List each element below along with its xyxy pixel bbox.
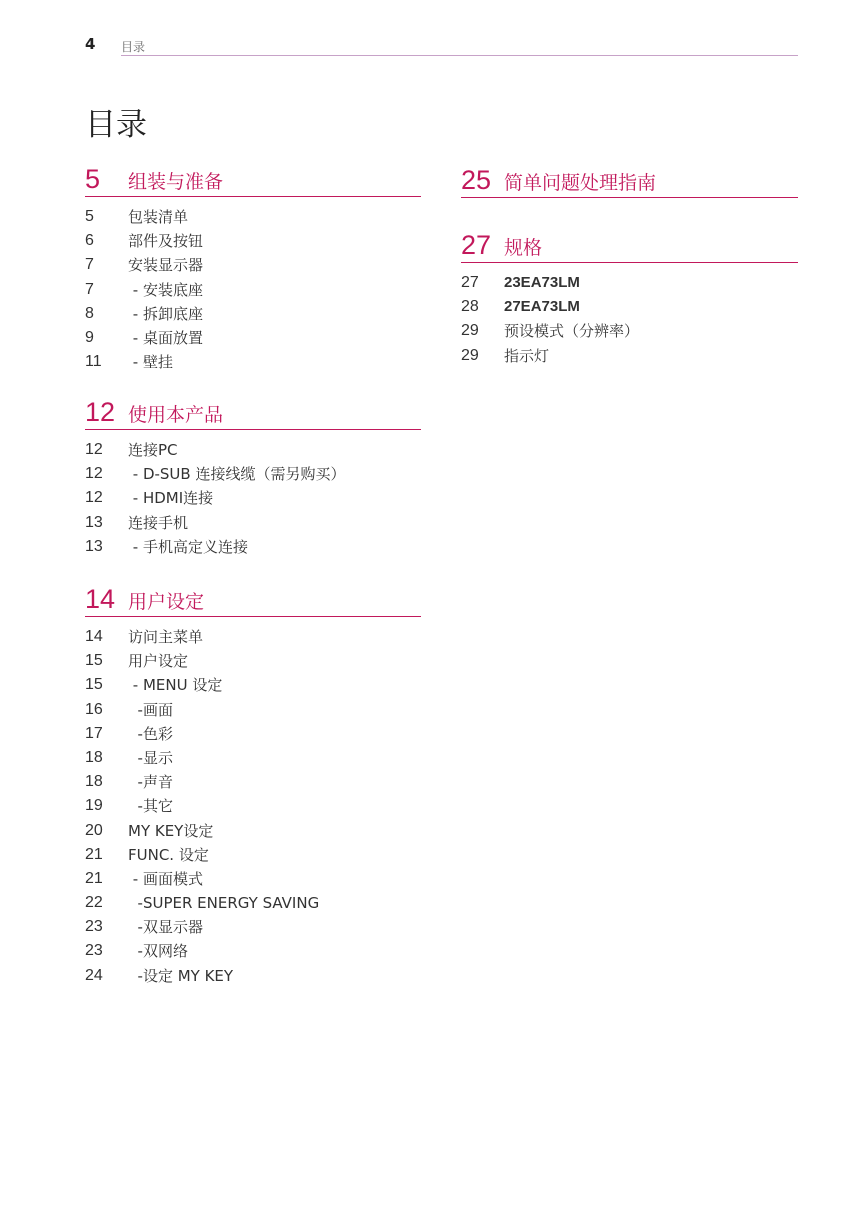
- toc-entry-page: 6: [85, 232, 94, 250]
- toc-entry[interactable]: [85, 649, 421, 673]
- toc-entry-page: 22: [85, 894, 103, 912]
- toc-entry[interactable]: [461, 295, 798, 319]
- toc-entry[interactable]: [85, 964, 421, 988]
- toc-section: [461, 230, 798, 368]
- toc-entry[interactable]: [85, 770, 421, 794]
- toc-section: [85, 164, 421, 374]
- toc-entry[interactable]: [85, 673, 421, 697]
- toc-entry[interactable]: [85, 746, 421, 770]
- toc-entry-text: -色彩: [128, 724, 173, 743]
- section-heading[interactable]: [85, 164, 421, 197]
- toc-entry[interactable]: [85, 326, 421, 350]
- section-title: 组装与准备: [128, 171, 224, 193]
- toc-entry-text: 27EA73LM: [504, 298, 580, 316]
- toc-entry-text: 连接PC: [128, 441, 178, 459]
- toc-entry[interactable]: [85, 722, 421, 746]
- toc-entry[interactable]: [85, 939, 421, 963]
- toc-entry-page: 17: [85, 724, 103, 742]
- toc-entry-page: 13: [85, 537, 103, 555]
- toc-entry-list: [461, 271, 798, 368]
- toc-entry[interactable]: [85, 205, 421, 229]
- toc-entry-text: 包装清单: [128, 208, 189, 226]
- toc-entry-list: [85, 438, 421, 559]
- toc-entry[interactable]: [85, 867, 421, 891]
- section-heading[interactable]: [461, 165, 798, 198]
- toc-entry-text: 连接手机: [128, 513, 189, 532]
- toc-entry[interactable]: [85, 486, 421, 510]
- toc-entry-text: - 拆卸底座: [128, 304, 203, 323]
- section-title: 使用本产品: [128, 404, 224, 426]
- toc-entry[interactable]: [85, 438, 421, 462]
- toc-entry-text: - 画面模式: [128, 869, 203, 888]
- toc-entry[interactable]: [85, 350, 421, 374]
- toc-entry[interactable]: [461, 319, 798, 343]
- toc-entry-text: -SUPER ENERGY SAVING: [128, 894, 320, 913]
- toc-entry-page: 12: [85, 465, 103, 483]
- toc-entry-page: 18: [85, 748, 103, 766]
- toc-entry[interactable]: [85, 253, 421, 277]
- section-heading[interactable]: [461, 230, 798, 263]
- toc-entry-page: 15: [85, 676, 103, 694]
- section-number: 14: [85, 584, 116, 614]
- toc-entry[interactable]: [85, 915, 421, 939]
- section-number: 5: [85, 164, 101, 194]
- toc-entry[interactable]: [461, 271, 798, 295]
- toc-entry-text: - D-SUB 连接线缆（需另购买）: [128, 465, 346, 484]
- toc-entry-page: 11: [85, 353, 102, 371]
- toc-entry-page: 16: [85, 700, 103, 718]
- toc-entry-page: 29: [461, 346, 479, 364]
- toc-entry[interactable]: [85, 278, 421, 302]
- toc-entry-text: 用户设定: [128, 652, 189, 671]
- toc-entry-page: 21: [85, 845, 103, 863]
- toc-entry[interactable]: [85, 698, 421, 722]
- section-number: 12: [85, 397, 116, 427]
- toc-entry[interactable]: [85, 462, 421, 486]
- toc-section: [85, 584, 421, 988]
- toc-entry-text: 预设模式（分辨率）: [504, 322, 640, 341]
- toc-entry-text: - 壁挂: [128, 353, 173, 372]
- section-number: 25: [461, 165, 492, 195]
- toc-entry[interactable]: [85, 625, 421, 649]
- section-number: 27: [461, 230, 492, 260]
- toc-entry[interactable]: [85, 511, 421, 535]
- toc-entry-text: -其它: [128, 797, 173, 816]
- toc-entry-page: 9: [85, 328, 94, 346]
- toc-entry-page: 20: [85, 821, 103, 839]
- section-heading[interactable]: [85, 397, 421, 430]
- toc-entry[interactable]: [461, 344, 798, 368]
- toc-entry-page: 12: [85, 441, 103, 458]
- page-title: 目录: [85, 107, 147, 143]
- header-page-number: 4: [85, 35, 96, 53]
- toc-entry-text: -画面: [128, 700, 173, 719]
- section-heading[interactable]: [85, 584, 421, 617]
- toc-entry-text: 部件及按钮: [128, 232, 204, 251]
- toc-entry-text: FUNC. 设定: [128, 845, 209, 864]
- toc-entry-page: 15: [85, 652, 103, 670]
- header-rule: [121, 55, 798, 56]
- toc-entry-text: - HDMI连接: [128, 489, 214, 508]
- toc-entry-page: 7: [85, 280, 94, 298]
- toc-entry[interactable]: [85, 891, 421, 915]
- toc-entry-text: -声音: [128, 773, 173, 792]
- section-title: 用户设定: [128, 591, 205, 613]
- toc-entry[interactable]: [85, 843, 421, 867]
- header-label: 目录: [121, 40, 146, 54]
- toc-entry-text: 23EA73LM: [504, 274, 580, 291]
- toc-entry-text: 安装显示器: [128, 256, 204, 275]
- toc-entry-page: 7: [85, 256, 94, 274]
- toc-entry[interactable]: [85, 535, 421, 559]
- section-title: 简单问题处理指南: [504, 172, 657, 194]
- toc-entry-text: -双网络: [128, 942, 188, 961]
- toc-entry-text: 指示灯: [504, 346, 550, 365]
- toc-entry-page: 5: [85, 208, 94, 225]
- toc-entry-page: 21: [85, 869, 103, 887]
- toc-entry-text: -设定 MY KEY: [128, 966, 234, 985]
- toc-entry-page: 14: [85, 628, 103, 645]
- toc-entry-page: 8: [85, 304, 94, 322]
- toc-entry-page: 24: [85, 966, 103, 984]
- toc-entry[interactable]: [85, 794, 421, 818]
- toc-section: [85, 397, 421, 559]
- toc-entry-text: - 手机高定义连接: [128, 537, 248, 556]
- toc-entry-page: 18: [85, 773, 103, 791]
- toc-entry[interactable]: [85, 229, 421, 253]
- toc-entry-page: 23: [85, 918, 103, 936]
- toc-entry-page: 23: [85, 942, 103, 960]
- toc-entry-text: 访问主菜单: [128, 628, 204, 646]
- toc-entry-text: - 安装底座: [128, 280, 203, 299]
- toc-entry-page: 19: [85, 797, 103, 815]
- toc-section: [461, 165, 798, 198]
- toc-entry-page: 27: [461, 274, 479, 291]
- toc-entry-text: - MENU 设定: [128, 676, 223, 695]
- toc-entry-text: MY KEY设定: [128, 821, 214, 840]
- toc-entry-list: [85, 625, 421, 988]
- toc-entry-page: 29: [461, 322, 479, 340]
- toc-entry-text: - 桌面放置: [128, 328, 203, 347]
- toc-entry[interactable]: [85, 302, 421, 326]
- toc-entry-text: -显示: [128, 748, 173, 767]
- toc-entry-page: 28: [461, 298, 479, 316]
- toc-entry-list: [85, 205, 421, 374]
- section-title: 规格: [504, 237, 543, 259]
- toc-entry[interactable]: [85, 819, 421, 843]
- toc-entry-page: 13: [85, 513, 103, 531]
- toc-entry-text: -双显示器: [128, 918, 203, 937]
- toc-entry-page: 12: [85, 489, 103, 507]
